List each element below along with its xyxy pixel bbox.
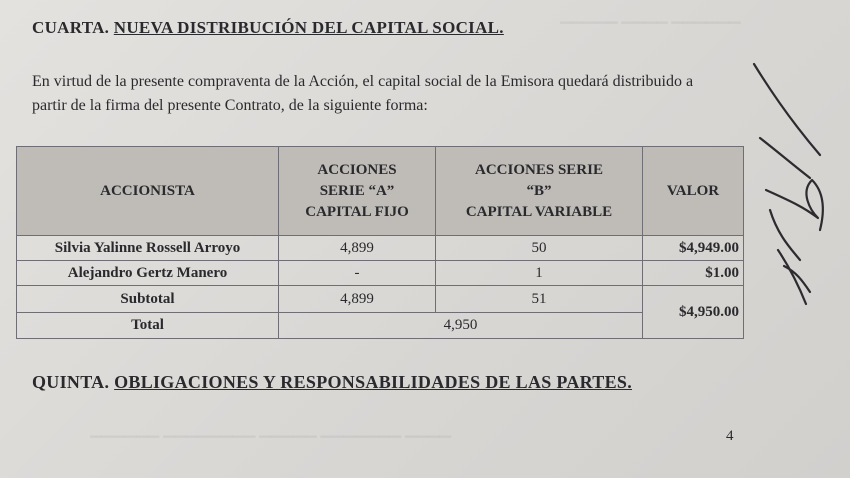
- bleed-through-texture: ▁▁▁▁▁ ▁▁▁▁ ▁▁▁▁▁▁: [560, 8, 741, 24]
- cell-accionista: Alejandro Gertz Manero: [17, 261, 279, 286]
- header-line: SERIE “A”: [319, 182, 395, 199]
- clause-cuarta-heading: [32, 18, 504, 38]
- header-valor: VALOR: [643, 147, 744, 236]
- body-paragraph: En virtud de la presente compraventa de la Acción, el capital social de la Emisora quedará distribuido a partir de la firma del presente Contrato, de la siguiente forma:: [32, 73, 694, 114]
- table-row: [17, 261, 744, 286]
- total-label: Total: [17, 313, 279, 339]
- header-line: ACCIONES SERIE: [475, 161, 603, 178]
- clause-number: QUINTA.: [32, 372, 110, 392]
- header-line: “B”: [526, 182, 552, 199]
- subtotal-row: [17, 286, 744, 313]
- handwritten-signature-icon: [740, 60, 840, 310]
- subtotal-serie-b: 51: [436, 286, 643, 313]
- cell-serie-b: 50: [436, 236, 643, 261]
- page-number: 4: [726, 428, 734, 444]
- clause-title: OBLIGACIONES Y RESPONSABILIDADES DE LAS PARTES.: [114, 372, 633, 392]
- capital-distribution-table: [16, 146, 744, 339]
- total-row: [17, 313, 744, 339]
- cell-valor: $1.00: [643, 261, 744, 286]
- clause-title: NUEVA DISTRIBUCIÓN DEL CAPITAL SOCIAL.: [113, 18, 504, 37]
- header-line: ACCIONES: [317, 161, 397, 178]
- header-accionista: ACCIONISTA: [17, 147, 279, 236]
- clause-number: CUARTA.: [32, 18, 110, 37]
- header-serie-a: [279, 147, 436, 236]
- table-header-row: [17, 147, 744, 236]
- subtotal-label: Subtotal: [17, 286, 279, 313]
- header-line: CAPITAL FIJO: [305, 203, 409, 220]
- cell-valor: $4,949.00: [643, 236, 744, 261]
- clause-quinta-heading: [32, 372, 632, 393]
- cell-serie-a: -: [279, 261, 436, 286]
- subtotal-serie-a: 4,899: [279, 286, 436, 313]
- cell-serie-a: 4,899: [279, 236, 436, 261]
- total-value: 4,950: [279, 313, 643, 339]
- cell-serie-b: 1: [436, 261, 643, 286]
- header-line: CAPITAL VARIABLE: [465, 203, 613, 220]
- subtotal-valor: $4,950.00: [643, 286, 744, 339]
- cell-accionista: Silvia Yalinne Rossell Arroyo: [17, 236, 279, 261]
- bleed-through-texture: ▁▁▁▁▁▁ ▁▁▁▁▁▁▁▁ ▁▁▁▁▁ ▁▁▁▁▁▁▁ ▁▁▁▁: [90, 422, 452, 438]
- table-row: [17, 236, 744, 261]
- header-serie-b: [436, 147, 643, 236]
